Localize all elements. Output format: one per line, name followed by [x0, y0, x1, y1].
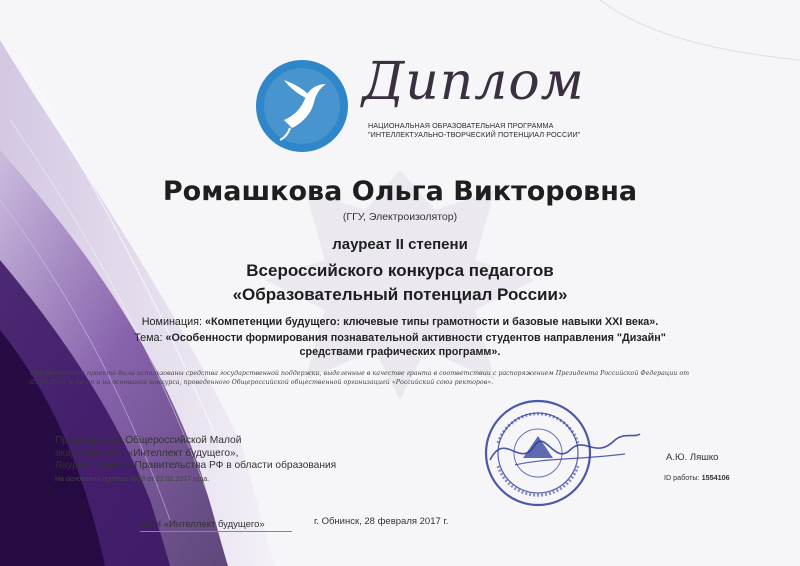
recipient-organization: (ГГУ, Электроизолятор): [342, 211, 458, 223]
chairman-title: [55, 435, 385, 473]
signature-underline: [140, 531, 292, 532]
contest-title-line-2: «Образовательный потенциал России»: [232, 285, 568, 304]
program-line-2: "ИНТЕЛЛЕКТУАЛЬНО-ТВОРЧЕСКИЙ ПОТЕНЦИАЛ РОССИИ": [368, 130, 581, 139]
recipient-name: Ромашкова Ольга Викторовна: [162, 176, 638, 207]
topic-block: [0, 331, 800, 359]
chairman-line-3: Лауреат премии Правительства РФ в области образования: [55, 460, 337, 471]
work-id: [664, 473, 730, 482]
nomination-value: «Компетенции будущего: ключевые типы грамотности и базовые навыки XXI века».: [205, 316, 659, 328]
work-id-value: 1554106: [701, 473, 730, 482]
contest-title-line-1: Всероссийского конкурса педагогов: [246, 261, 554, 280]
grant-note-line-2: 05.04.2016 № 68-рп и на основании конкурса, проведенного Общероссийской общественной организацией «Российский союз ректоров».: [30, 379, 494, 386]
award-degree: лауреат II степени: [332, 236, 468, 253]
topic-value-line-2: средствами графических программ».: [299, 346, 501, 358]
program-name: [368, 121, 588, 139]
grant-note-line-1: При реализации проекта были использованы средства государственной поддержки, выделенные в качестве гранта в соответствии с распоряжением Президента Российской Федерации от: [30, 370, 690, 377]
chairman-line-1: Председатель Общероссийской Малой: [55, 435, 242, 446]
nomination-label: Номинация:: [141, 316, 203, 328]
work-id-label: ID работы:: [664, 473, 700, 482]
bird-logo-icon: [254, 58, 350, 154]
academy-name: МАН «Интеллект будущего»: [140, 519, 265, 530]
nomination-line: [0, 316, 800, 328]
grant-note: [30, 369, 760, 387]
handwritten-signature: [485, 420, 645, 480]
chairman-line-2: академии наук «Интеллект будущего»,: [55, 447, 239, 459]
program-line-1: НАЦИОНАЛЬНАЯ ОБРАЗОВАТЕЛЬНАЯ ПРОГРАММА: [368, 121, 554, 130]
topic-label: Тема:: [134, 332, 163, 344]
city-and-date: г. Обнинск, 28 февраля 2017 г.: [314, 516, 449, 527]
signer-name: А.Ю. Ляшко: [666, 452, 719, 463]
topic-value-line-1: «Особенности формирования познавательной активности студентов направления "Дизайн": [165, 332, 666, 344]
diploma-title: Диплом: [362, 52, 585, 112]
order-reference: На основании приказа №53 от 22.02.2017 года.: [55, 476, 210, 483]
